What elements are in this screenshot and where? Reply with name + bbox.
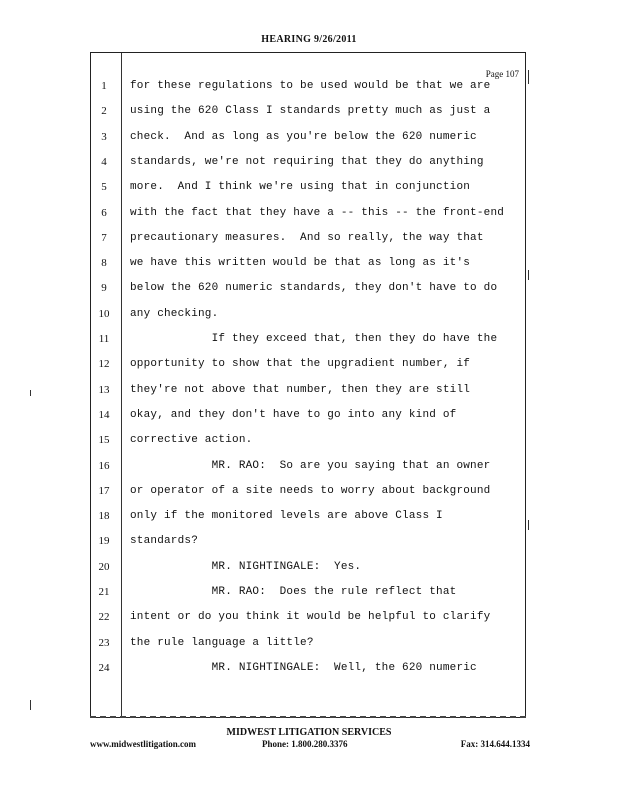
transcript-line <box>92 253 522 273</box>
line-number: 8 <box>101 257 107 269</box>
line-text: intent or do you think it would be helpful to clarify <box>130 611 491 623</box>
line-number: 24 <box>98 662 110 674</box>
line-number: 18 <box>98 510 110 522</box>
transcript-line <box>92 481 522 501</box>
bottom-rule <box>90 716 526 718</box>
transcript-line <box>92 405 522 425</box>
transcript-line <box>92 531 522 551</box>
line-text: or operator of a site needs to worry about background <box>130 485 491 497</box>
transcript-line <box>92 633 522 653</box>
transcript-line <box>92 658 522 678</box>
transcript-line <box>92 582 522 602</box>
line-number: 19 <box>98 535 110 547</box>
line-text: MR. NIGHTINGALE: Well, the 620 numeric <box>130 662 477 674</box>
transcript-line <box>92 76 522 96</box>
line-number: 20 <box>98 561 110 573</box>
line-text: corrective action. <box>130 434 253 446</box>
footer-fax: Fax: 314.644.1334 <box>460 739 530 749</box>
line-text: with the fact that they have a -- this -- the front-end <box>130 207 505 219</box>
transcript-line <box>92 101 522 121</box>
line-text: standards, we're not requiring that they do anything <box>130 156 484 168</box>
transcript-line <box>92 152 522 172</box>
line-text: more. And I think we're using that in conjunction <box>130 181 471 193</box>
line-text: the rule language a little? <box>130 637 314 649</box>
footer-contact-row <box>90 739 530 751</box>
transcript-line <box>92 557 522 577</box>
transcript-line <box>92 329 522 349</box>
transcript-line <box>92 177 522 197</box>
line-text: we have this written would be that as long as it's <box>130 257 471 269</box>
line-number: 23 <box>98 637 110 649</box>
scan-mark <box>528 70 529 84</box>
line-number: 4 <box>101 156 107 168</box>
line-number: 1 <box>101 80 107 92</box>
transcript-line <box>92 203 522 223</box>
scan-mark <box>30 390 31 396</box>
line-text: below the 620 numeric standards, they don't have to do <box>130 282 498 294</box>
line-number: 14 <box>98 409 110 421</box>
transcript-line <box>92 304 522 324</box>
line-number: 22 <box>98 611 110 623</box>
scan-mark <box>528 270 529 280</box>
transcript-line <box>92 380 522 400</box>
footer-website: www.midwestlitigation.com <box>90 739 196 749</box>
line-text: MR. RAO: Does the rule reflect that <box>130 586 457 598</box>
line-text: MR. RAO: So are you saying that an owner <box>130 460 491 472</box>
line-text: for these regulations to be used would be that we are <box>130 80 491 92</box>
footer-phone: Phone: 1.800.280.3376 <box>262 739 348 749</box>
line-number: 10 <box>98 308 110 320</box>
line-number: 5 <box>101 181 107 193</box>
line-number: 11 <box>98 333 110 345</box>
transcript-line <box>92 456 522 476</box>
line-number: 6 <box>101 207 107 219</box>
line-text: check. And as long as you're below the 620 numeric <box>130 131 477 143</box>
transcript-line <box>92 127 522 147</box>
line-number: 13 <box>98 384 110 396</box>
line-text: precautionary measures. And so really, the way that <box>130 232 484 244</box>
line-text: they're not above that number, then they are still <box>130 384 471 396</box>
line-text: using the 620 Class I standards pretty much as just a <box>130 105 491 117</box>
transcript-line <box>92 607 522 627</box>
transcript-line <box>92 228 522 248</box>
line-text: If they exceed that, then they do have the <box>130 333 498 345</box>
line-text: any checking. <box>130 308 219 320</box>
line-number: 17 <box>98 485 110 497</box>
line-text: okay, and they don't have to go into any kind of <box>130 409 457 421</box>
line-number: 16 <box>98 460 110 472</box>
line-number: 7 <box>101 232 107 244</box>
scan-mark <box>528 520 529 530</box>
line-number: 9 <box>101 282 107 294</box>
line-text: standards? <box>130 535 199 547</box>
line-text: only if the monitored levels are above Class I <box>130 510 443 522</box>
line-number: 12 <box>98 358 110 370</box>
page-number: Page 107 <box>485 69 519 79</box>
transcript-line <box>92 278 522 298</box>
line-text: MR. NIGHTINGALE: Yes. <box>130 561 362 573</box>
header-title: HEARING 9/26/2011 <box>261 34 357 45</box>
transcript-line <box>92 506 522 526</box>
footer-company: MIDWEST LITIGATION SERVICES <box>226 727 392 738</box>
transcript-line <box>92 430 522 450</box>
transcript-line <box>92 354 522 374</box>
line-number: 3 <box>101 131 107 143</box>
line-number: 21 <box>98 586 110 598</box>
scan-mark <box>30 700 31 710</box>
line-text: opportunity to show that the upgradient number, if <box>130 358 471 370</box>
line-number: 2 <box>101 105 107 117</box>
line-number: 15 <box>98 434 110 446</box>
